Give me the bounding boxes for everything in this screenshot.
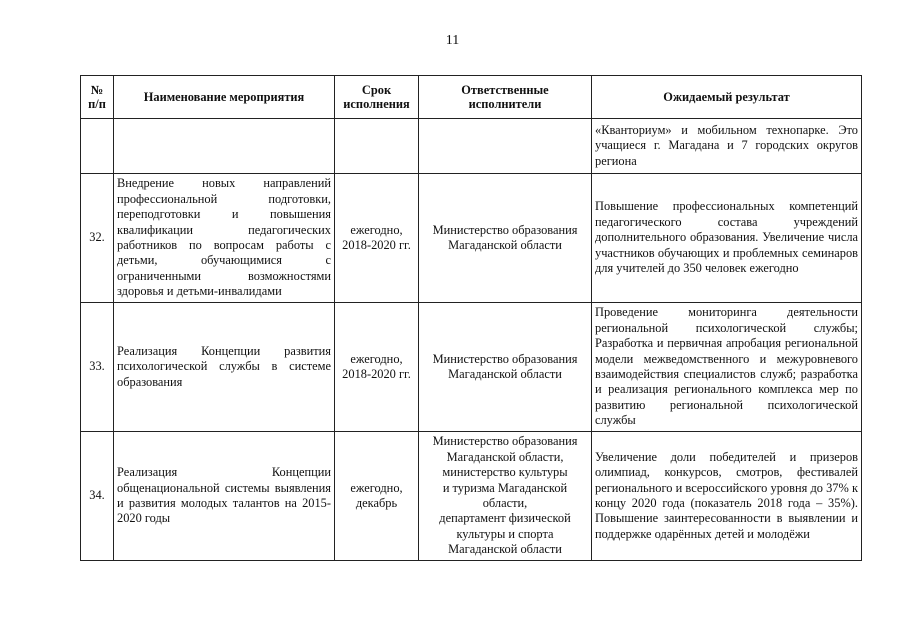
table-header-row (81, 76, 862, 119)
row-result: Увеличение доли победителей и призеров олимпиад, конкурсов, смотров, фестивалей регионального и всероссийского уровня до 37% к концу 2020 года (показатель 2018 года – 35%). Повышение заинтересованности в выявлении и поддержке одарённых детей и молодёжи (592, 432, 862, 561)
row-term: ежегодно, 2018-2020 гг. (335, 303, 419, 432)
row-event-name: Реализация Концепции общенациональной системы выявления и развития молодых талантов на 2015-2020 годы (114, 432, 335, 561)
row-number: 34. (81, 432, 114, 561)
table-row (81, 174, 862, 303)
row-result: «Кванториум» и мобильном технопарке. Это учащиеся г. Магадана и 7 городских округов региона (592, 119, 862, 174)
header-event-name: Наименование мероприятия (114, 76, 335, 119)
row-responsible (419, 119, 592, 174)
row-responsible: Министерство образования Магаданской области, министерство культуры и туризма Магаданской области, департамент физической культуры и спорта Магаданской области (419, 432, 592, 561)
table-row (81, 432, 862, 561)
row-event-name (114, 119, 335, 174)
header-number: № п/п (81, 76, 114, 119)
row-number: 32. (81, 174, 114, 303)
row-result: Повышение профессиональных компетенций педагогического состава учреждений дополнительного образования. Увеличение числа участников обучающих и проблемных семинаров для учителей до 350 человек ежегодно (592, 174, 862, 303)
row-number (81, 119, 114, 174)
header-result: Ожидаемый результат (592, 76, 862, 119)
page-number: 11 (445, 33, 460, 48)
row-term: ежегодно, 2018-2020 гг. (335, 174, 419, 303)
row-term: ежегодно, декабрь (335, 432, 419, 561)
table-row (81, 119, 862, 174)
events-table (80, 75, 862, 561)
row-result: Проведение мониторинга деятельности региональной психологической службы; Разработка и первичная апробация региональной модели межведомственного и межуровневого взаимодействия специалистов служб; разработка и реализация регионального комплекса мер по развитию региональной психологической службы (592, 303, 862, 432)
header-term: Срок исполнения (335, 76, 419, 119)
row-responsible: Министерство образования Магаданской области (419, 303, 592, 432)
row-event-name: Реализация Концепции развития психологической службы в системе образования (114, 303, 335, 432)
row-term (335, 119, 419, 174)
row-number: 33. (81, 303, 114, 432)
header-responsible: Ответственные исполнители (419, 76, 592, 119)
table-row (81, 303, 862, 432)
row-responsible: Министерство образования Магаданской области (419, 174, 592, 303)
row-event-name: Внедрение новых направлений профессиональной подготовки, переподготовки и повышения квалификации педагогических работников по вопросам работы с детьми, обучающимися с ограниченными возможностями здоровья и детьми-инвалидами (114, 174, 335, 303)
